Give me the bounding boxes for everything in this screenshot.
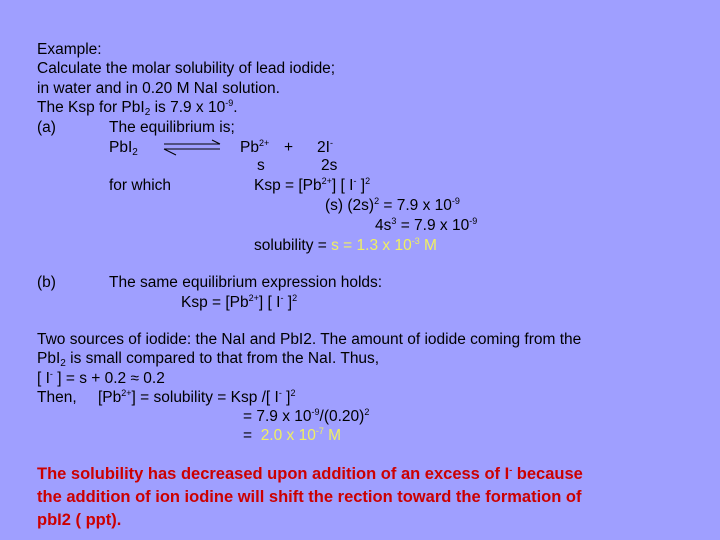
part-a-label: (a) [37, 119, 56, 136]
product-pb2plus: $Pb^{2+}$ [240, 138, 270, 156]
iodide-approximation: [ I- ] = s + 0.2 ≈ 0.2 [37, 369, 165, 387]
then-label: Then, [37, 389, 77, 406]
substitution-line: = 7.9 x $10^{-9}/(0.20)^2$ [243, 407, 370, 425]
for-which-label: for which [109, 177, 172, 194]
two-s-label: 2s [321, 157, 338, 174]
part-a-heading: The equilibrium is; [109, 119, 235, 136]
solubility-value-b: 2.0 x $10^{-7}$ M [260, 426, 342, 444]
four-s-cubed-line: $4s^3 = 7.9$ x $10^{-9}$ [375, 216, 478, 234]
reactant-pbi2: PbI$_2$ [109, 139, 138, 158]
part-b-heading: The same equilibrium expression holds: [109, 274, 383, 291]
discussion-line-1: Two sources of iodide: the NaI and PbI2. The amount of iodide coming from the [37, 331, 582, 348]
solubility-result-a: solubility = s = 1.3 x $10^{-3}$ M [254, 236, 437, 254]
conclusion-line-1: The solubility has decreased upon addition of an excess of I- because [37, 465, 583, 483]
conclusion-line-3: pbI2 ( ppt). [37, 511, 122, 529]
conclusion-line-2: the addition of ion iodine will shift the rection toward the formation of [37, 488, 582, 506]
problem-line-1: Calculate the molar solubility of lead iodide; [37, 60, 336, 77]
solubility-result-b: = 2.0 x $10^{-7}$ M [243, 426, 342, 444]
s-2s-line: (s) $(2s)^2 = 7.9$ x $10^{-9}$ [325, 196, 460, 214]
s-label: s [257, 157, 265, 174]
plus-sign: + [284, 139, 294, 156]
part-b-label: (b) [37, 274, 56, 291]
discussion-line-2: PbI$_2$ is small compared to that from the NaI. Thus, [37, 350, 380, 369]
ksp-statement: The Ksp for PbI$_2$ is 7.9 x $10^{-9}$. [37, 98, 238, 118]
problem-line-2: in water and in 0.20 M NaI solution. [37, 80, 280, 97]
product-2i-minus: 2I- [317, 138, 333, 156]
example-heading: Example: [37, 41, 102, 58]
ksp-expression-a: Ksp = $[Pb^{2+}]$ [ I- ]$^2$ [254, 176, 371, 194]
then-expression: $[Pb^{2+}]$ = solubility = Ksp /[ I- ]$^2$ [98, 388, 296, 406]
equilibrium-arrow-icon [162, 138, 224, 158]
ksp-expression-b: Ksp = $[Pb^{2+}]$ [ I- ]$^2$ [181, 293, 298, 311]
solubility-value-a: s = 1.3 x $10^{-3}$ M [331, 236, 437, 254]
